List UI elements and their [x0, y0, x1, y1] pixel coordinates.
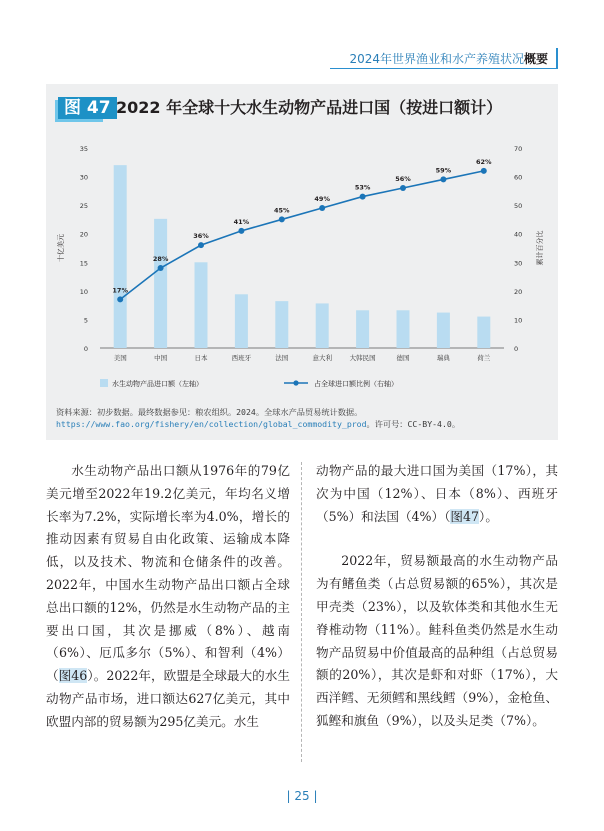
line-point-2 [198, 242, 204, 248]
line-point-5 [319, 205, 325, 211]
data-label: 62% [476, 157, 492, 166]
combo-chart [46, 84, 558, 404]
x-tick-label: 中国 [154, 354, 168, 362]
x-tick-label: 西班牙 [231, 354, 252, 362]
bar-0 [114, 165, 127, 348]
y-right-tick-label: 0 [514, 345, 519, 353]
y-left-tick-label: 10 [79, 287, 88, 296]
x-tick-label: 法国 [275, 354, 289, 362]
y-right-tick-label: 30 [514, 259, 523, 268]
column-divider [301, 462, 302, 762]
x-tick-label: 荷兰 [477, 354, 491, 362]
data-label: 56% [395, 175, 411, 183]
bar-3 [235, 294, 248, 348]
figure-ref-46[interactable]: 图46 [58, 668, 88, 684]
y-right-tick-label: 50 [514, 202, 523, 211]
data-label: 59% [435, 166, 452, 175]
x-tick-label: 意大利 [312, 354, 332, 362]
legend-line-marker [293, 380, 298, 385]
header-tick [556, 48, 558, 68]
data-label: 41% [233, 217, 250, 226]
y-right-tick-label: 60 [514, 173, 523, 182]
paragraph-text: 水生动物产品出口额从1976年的79亿美元增至2022年19.2亿美元，年均名义增长率为7.2%，实际增长率为4.0%，增长的推动因素有贸易自由化政策、运输成本降低，以及技术、物流和仓储条件的改善。2022年，中国水生动物产品出口额占全球总出口额的12%，仍然是水生动物产品的主要出口国，其次是挪威（8%）、越南（6%）、厄瓜多尔（5%）、和智利（4%）（ [46, 463, 290, 684]
data-label: 36% [193, 232, 209, 241]
data-label: 17% [112, 286, 128, 295]
line-point-3 [238, 228, 244, 234]
paragraph-species: 2022年，贸易额最高的水生动物产品为有鳍鱼类（占总贸易额的65%），其次是甲壳类（23%），以及软体类和其他水生无脊椎动物（11%）。鲑科鱼类仍然是水生动物产品贸易中价值最高的品种组（占总贸易额的20%），其次是虾和对虾（17%），大西洋鳕、无须鳕和黑线鳕（9%），金枪鱼、狐鲣和旗鱼（9%），以及头足类（7%）。 [316, 553, 558, 728]
y-left-tick-label: 25 [79, 202, 88, 211]
data-label: 53% [354, 183, 371, 192]
data-label: 28% [152, 255, 169, 263]
cumulative-share-line [120, 171, 484, 300]
bar-6 [356, 310, 369, 348]
legend-bar-label: 水生动物产品进口额（左轴） [112, 380, 203, 388]
paragraph-text: ）。2022年，欧盟是全球最大的水生动物产品市场，进口额达627亿美元，其中欧盟内部的贸易额为295亿美元。水生 [46, 668, 290, 729]
line-point-8 [440, 176, 446, 182]
y-right-tick-label: 10 [514, 316, 523, 325]
line-point-7 [400, 185, 406, 191]
source-url[interactable]: https://www.fao.org/fishery/en/collection/global_commodity_prod [56, 419, 367, 429]
y-left-tick-label: 5 [83, 316, 88, 325]
figure-panel [46, 84, 558, 440]
y-left-tick-label: 0 [83, 345, 88, 353]
y-right-tick-label: 70 [514, 145, 523, 153]
data-label: 45% [274, 206, 290, 215]
y-left-tick-label: 15 [79, 259, 88, 268]
source-text: 资料来源：初步数据。最终数据参见：粮农组织。2024。全球水产品贸易统计数据。 [56, 407, 363, 417]
paragraph-text: ）。 [479, 508, 498, 524]
line-point-1 [158, 265, 164, 271]
y-right-tick-label: 20 [514, 287, 523, 296]
running-head-suffix: 概要 [523, 52, 548, 66]
body-column-right [316, 460, 558, 733]
line-point-6 [360, 194, 366, 200]
x-tick-label: 日本 [194, 354, 208, 362]
x-tick-label: 美国 [113, 354, 127, 362]
legend-line-label: 占全球进口额比例（右轴） [314, 380, 398, 388]
bar-7 [397, 310, 410, 348]
y-right-tick-label: 40 [514, 230, 523, 239]
paragraph-exports [46, 460, 290, 734]
y-left-axis-label: 十亿美元 [57, 234, 65, 262]
x-tick-label: 瑞典 [436, 354, 450, 362]
paragraph-text: 动物产品的最大进口国为美国（17%），其次为中国（12%）、日本（8%）、西班牙（5%）和法国（4%）（ [316, 463, 558, 524]
figure-source [56, 406, 552, 430]
bar-8 [437, 313, 450, 348]
figure-label: 图 47 [58, 97, 117, 119]
bar-1 [154, 219, 167, 348]
bar-2 [195, 262, 208, 348]
header-rule [330, 68, 558, 69]
figure-title: 2022 年全球十大水生动物产品进口国（按进口额计） [116, 98, 503, 117]
legend-bar-swatch [100, 379, 108, 387]
y-right-axis-label: 累计百分比 [536, 230, 544, 266]
paragraph-imports [316, 460, 558, 528]
line-point-4 [279, 216, 285, 222]
y-left-tick-label: 30 [79, 173, 88, 182]
bar-9 [477, 317, 490, 348]
x-tick-label: 德国 [396, 354, 410, 362]
data-label: 49% [314, 195, 330, 203]
line-point-9 [481, 168, 487, 174]
y-left-tick-label: 35 [79, 145, 88, 153]
figure-ref-47[interactable]: 图47 [450, 508, 480, 524]
page-number: | 25 | [286, 789, 318, 803]
running-head-title: 2024年世界渔业和水产养殖状况 [349, 52, 524, 66]
source-license: 。许可号：CC-BY-4.0。 [366, 419, 461, 429]
line-point-0 [117, 296, 123, 302]
running-head [349, 50, 548, 67]
y-left-tick-label: 20 [79, 230, 88, 239]
bar-5 [316, 303, 329, 348]
body-column-left [46, 460, 290, 734]
bar-4 [275, 301, 288, 348]
x-tick-label: 大韩民国 [349, 354, 376, 362]
